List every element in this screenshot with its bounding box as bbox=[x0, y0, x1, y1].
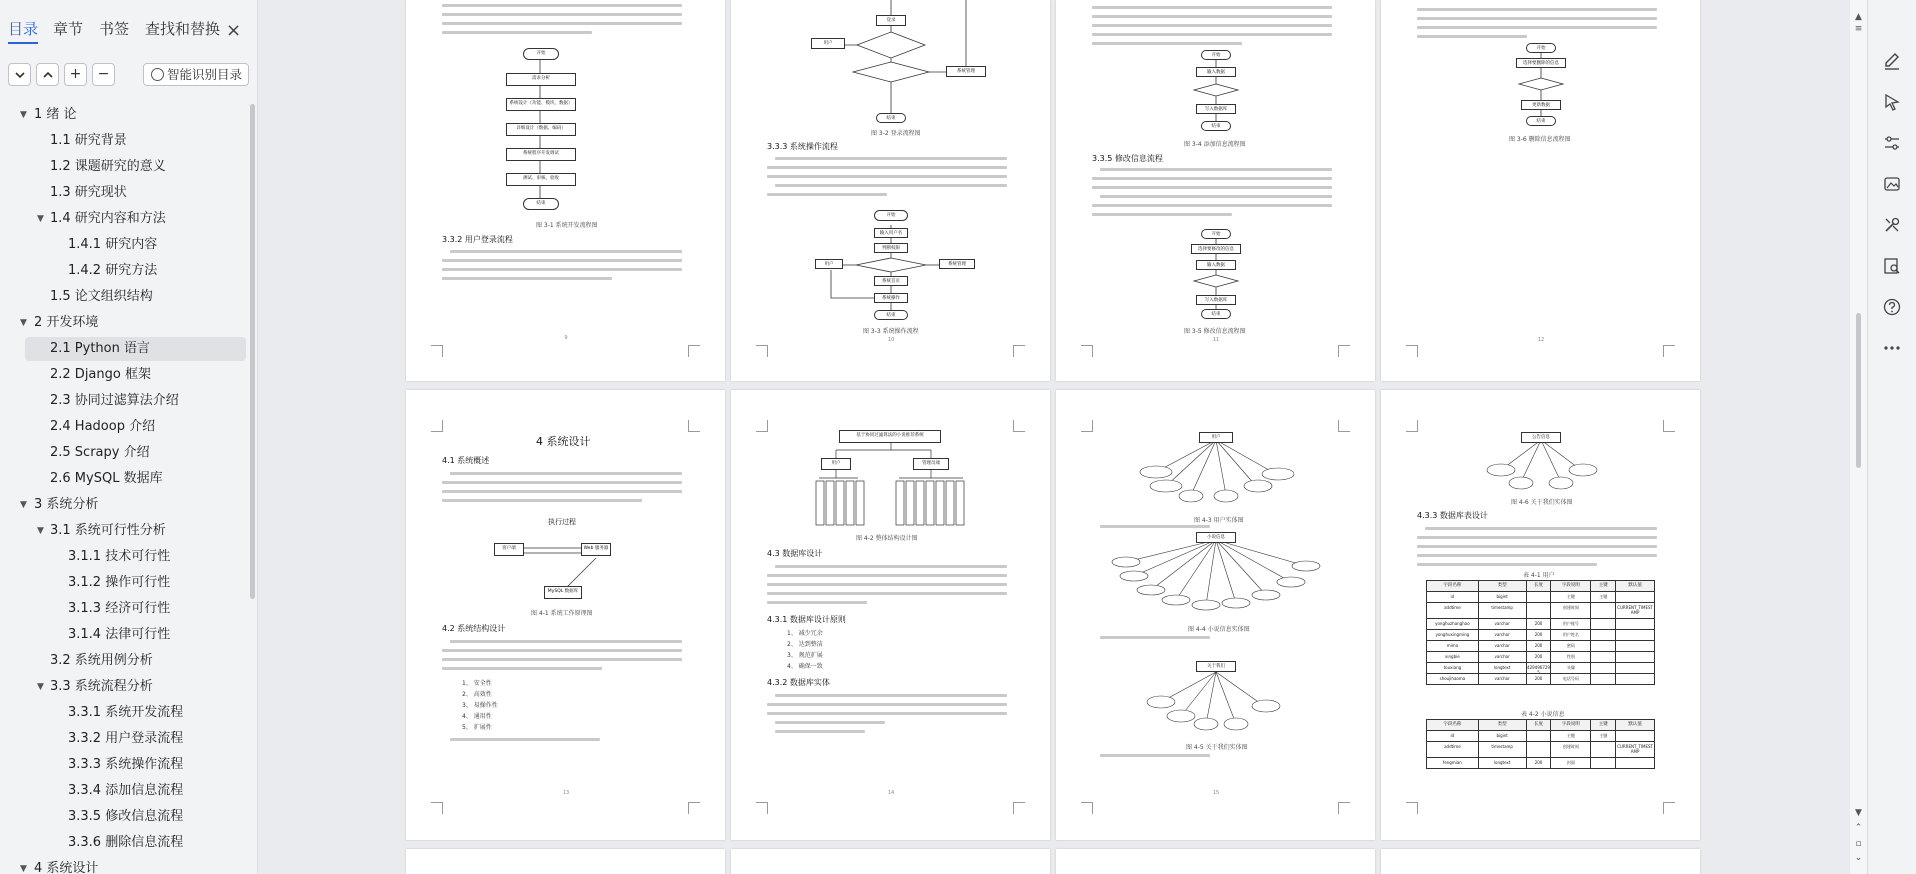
table-cell bbox=[1591, 641, 1616, 652]
section-heading: 4.3 数据库设计 bbox=[767, 549, 823, 558]
table-cell: 主键 bbox=[1591, 592, 1616, 603]
entity-box: 小说信息 bbox=[1196, 532, 1236, 543]
table-cell: mima bbox=[1427, 641, 1479, 652]
toc-item[interactable] bbox=[0, 545, 246, 569]
table-row bbox=[1426, 674, 1655, 685]
page-number: 13 bbox=[562, 790, 570, 796]
table-cell bbox=[1591, 742, 1616, 758]
figure-caption: 图 3-3 系统操作流程 bbox=[863, 328, 919, 335]
toc-item[interactable] bbox=[0, 259, 246, 283]
toc-item-label: 3.3.2 用户登录流程 bbox=[68, 731, 184, 746]
close-panel-button[interactable]: × bbox=[226, 20, 242, 41]
table-cell bbox=[1616, 731, 1655, 742]
field-table-novels bbox=[1426, 719, 1655, 769]
table-header-cell: 字段名称 bbox=[1427, 720, 1479, 731]
table-cell bbox=[1616, 674, 1655, 685]
entity-box: 用户 bbox=[1199, 432, 1233, 443]
list-item: 4、 通用性 bbox=[462, 713, 492, 720]
arch-node: Web 服务器 bbox=[581, 543, 611, 556]
figure-caption: 图 3-6 删除信息流程图 bbox=[1509, 136, 1571, 143]
table-cell: varchar bbox=[1479, 630, 1527, 641]
section-heading: 3.3.5 修改信息流程 bbox=[1092, 154, 1163, 163]
expand-arrow-icon[interactable]: ▼ bbox=[37, 682, 44, 692]
flow-node: 系统程序开发调试 bbox=[506, 148, 576, 161]
table-cell bbox=[1616, 630, 1655, 641]
table-cell: timestamp bbox=[1479, 603, 1527, 619]
toc-item-label: 1.4 研究内容和方法 bbox=[50, 211, 166, 226]
table-cell: 主键 bbox=[1551, 731, 1591, 742]
table-row bbox=[1426, 758, 1655, 769]
toc-item-label: 3.3.4 添加信息流程 bbox=[68, 783, 184, 798]
table-cell: varchar bbox=[1479, 652, 1527, 663]
flow-node: 输入数据 bbox=[1196, 67, 1236, 77]
table-cell: 200 bbox=[1527, 674, 1552, 685]
page-13 bbox=[406, 390, 725, 840]
table-cell: 创建时间 bbox=[1551, 603, 1591, 619]
page-up-icon[interactable]: ≡ bbox=[1854, 24, 1863, 34]
entity-box: 关于我们 bbox=[1196, 661, 1236, 672]
page-10 bbox=[731, 0, 1050, 381]
toc-item[interactable] bbox=[0, 831, 246, 855]
table-cell: id bbox=[1427, 592, 1479, 603]
table-cell bbox=[1591, 619, 1616, 630]
toc-item[interactable] bbox=[0, 311, 246, 335]
toc-item[interactable] bbox=[0, 805, 246, 829]
page-number: 14 bbox=[887, 790, 895, 796]
figure-caption: 图 3-1 系统开发流程图 bbox=[536, 222, 598, 229]
expand-arrow-icon[interactable]: ▼ bbox=[20, 864, 27, 874]
flow-node: 输入数据 bbox=[1196, 260, 1236, 270]
page-20 bbox=[1381, 849, 1700, 874]
panel-tabs bbox=[0, 18, 258, 44]
toc-item[interactable] bbox=[0, 493, 246, 517]
flow-node: 判断权限 bbox=[874, 243, 908, 253]
toc-item[interactable] bbox=[0, 441, 246, 465]
flow-node: 用户 bbox=[811, 38, 845, 49]
table-cell: shoujihaoma bbox=[1427, 674, 1479, 685]
toc-item[interactable] bbox=[0, 727, 246, 751]
structure-node: 管理员端 bbox=[913, 458, 949, 470]
toc-item[interactable] bbox=[0, 233, 246, 257]
table-cell bbox=[1591, 630, 1616, 641]
er-diagrams bbox=[1056, 390, 1375, 840]
smart-toc-button[interactable] bbox=[143, 63, 249, 86]
table-header-cell: 默认值 bbox=[1616, 581, 1655, 592]
toc-item-label: 1.4.2 研究方法 bbox=[68, 263, 158, 278]
flow-node: 用户 bbox=[815, 259, 843, 269]
arch-node: MySQL 数据库 bbox=[544, 586, 582, 599]
tab-find-replace[interactable]: 查找和替换 bbox=[145, 20, 221, 38]
table-cell: CURRENT_TIMESTAMP bbox=[1616, 603, 1655, 619]
page-number: 10 bbox=[887, 337, 895, 343]
table-row bbox=[1426, 641, 1655, 652]
figure-caption: 图 4-2 整体结构设计图 bbox=[856, 535, 918, 542]
add-toc-item-button[interactable]: + bbox=[64, 63, 87, 86]
section-heading: 3.3.2 用户登录流程 bbox=[442, 235, 513, 244]
section-heading: 4.1 系统概述 bbox=[442, 456, 490, 465]
flow-node: 需求分析 bbox=[506, 73, 576, 86]
prev-page-icon[interactable]: ⌃ bbox=[1854, 823, 1863, 833]
entity-box: 公告信息 bbox=[1521, 432, 1561, 443]
page-18 bbox=[731, 849, 1050, 874]
toc-item[interactable] bbox=[0, 285, 246, 309]
flow-node: 更新数据 bbox=[1521, 100, 1561, 110]
page-14 bbox=[731, 390, 1050, 840]
toc-item[interactable] bbox=[0, 415, 246, 439]
book-search-icon[interactable] bbox=[1882, 256, 1902, 276]
toc-item[interactable] bbox=[0, 129, 246, 153]
toc-item[interactable] bbox=[0, 623, 246, 647]
flow-node: 登录 bbox=[876, 15, 906, 26]
table-cell: 200 bbox=[1527, 641, 1552, 652]
flow-node: 系统设计（功能、模块、数据） bbox=[506, 98, 576, 111]
toc-item-label: 1 绪 论 bbox=[34, 107, 77, 122]
flow-node: 结束 bbox=[876, 113, 906, 123]
flow-node: 结束 bbox=[1526, 116, 1556, 126]
table-cell bbox=[1591, 603, 1616, 619]
expand-arrow-icon[interactable]: ▼ bbox=[20, 318, 27, 328]
table-row bbox=[1426, 592, 1655, 603]
figure-caption: 图 3-2 登录流程图 bbox=[871, 130, 921, 137]
table-cell: addtime bbox=[1427, 603, 1479, 619]
table-cell: 用户账号 bbox=[1551, 619, 1591, 630]
toc-item-label: 3.1.1 技术可行性 bbox=[68, 549, 171, 564]
flow-node: 结束 bbox=[1201, 121, 1231, 131]
toc-item-label: 3.1 系统可行性分析 bbox=[50, 523, 166, 538]
figure-caption: 图 3-5 修改信息流程图 bbox=[1184, 328, 1246, 335]
table-cell: id bbox=[1427, 731, 1479, 742]
right-toolbar bbox=[1867, 0, 1916, 874]
expand-arrow-icon[interactable]: ▼ bbox=[37, 214, 44, 224]
toc-scrollbar[interactable] bbox=[250, 104, 255, 599]
toc-item-label: 3.1.3 经济可行性 bbox=[68, 601, 171, 616]
table-cell: touxiang bbox=[1427, 663, 1479, 674]
flow-node: 开始 bbox=[1201, 50, 1231, 60]
table-cell bbox=[1616, 758, 1655, 769]
table-cell bbox=[1527, 742, 1552, 758]
page-17 bbox=[406, 849, 725, 874]
table-cell bbox=[1591, 652, 1616, 663]
toc-item[interactable] bbox=[0, 207, 246, 231]
chapter-title: 4 系统设计 bbox=[536, 435, 591, 448]
field-table-users bbox=[1426, 580, 1655, 685]
toc-item-label: 3.3.5 修改信息流程 bbox=[68, 809, 184, 824]
toc-item[interactable] bbox=[0, 779, 246, 803]
next-page-icon[interactable]: ⌄ bbox=[1854, 853, 1863, 863]
toc-item[interactable] bbox=[0, 753, 246, 777]
list-item: 1、 安全性 bbox=[462, 680, 492, 687]
flow-node: 开始 bbox=[523, 48, 559, 60]
table-row bbox=[1426, 731, 1655, 742]
table-cell: varchar bbox=[1479, 641, 1527, 652]
table-header-cell: 类型 bbox=[1479, 720, 1527, 731]
page-19 bbox=[1056, 849, 1375, 874]
table-cell bbox=[1616, 652, 1655, 663]
help-icon[interactable] bbox=[1882, 297, 1902, 317]
table-caption: 表 4-2 小说信息 bbox=[1521, 711, 1565, 718]
table-cell: fengmian bbox=[1427, 758, 1479, 769]
table-cell: xingbie bbox=[1427, 652, 1479, 663]
table-cell bbox=[1591, 674, 1616, 685]
toc-item-label: 3.3.3 系统操作流程 bbox=[68, 757, 184, 772]
table-header-cell: 字段名称 bbox=[1427, 581, 1479, 592]
flow-node: 写入数据库 bbox=[1196, 104, 1236, 114]
adjust-icon[interactable] bbox=[1882, 133, 1902, 153]
table-header-row bbox=[1426, 580, 1655, 592]
arch-node: 客户端 bbox=[494, 543, 524, 556]
flow-node: 系统首页 bbox=[874, 276, 908, 286]
chevron-up-icon bbox=[42, 69, 54, 81]
list-item: 4、 确保一致 bbox=[787, 663, 823, 670]
table-row bbox=[1426, 742, 1655, 758]
table-header-cell: 长度 bbox=[1527, 720, 1552, 731]
toc-item-label: 3.3 系统流程分析 bbox=[50, 679, 153, 694]
flow-node: 结束 bbox=[874, 310, 908, 320]
toc-item[interactable] bbox=[0, 675, 246, 699]
tab-bookmarks[interactable]: 书签 bbox=[99, 20, 130, 38]
document-view[interactable] bbox=[259, 0, 1850, 874]
page-12 bbox=[1381, 0, 1700, 381]
toc-item[interactable] bbox=[0, 597, 246, 621]
flow-node: 选择要修改的信息 bbox=[1191, 244, 1241, 254]
table-cell: bigint bbox=[1479, 731, 1527, 742]
figure-caption: 图 4-4 小说信息实体图 bbox=[1188, 626, 1250, 633]
diagram-title: 执行过程 bbox=[548, 518, 576, 526]
expand-all-button[interactable] bbox=[36, 63, 59, 86]
toc-item-label: 2.1 Python 语言 bbox=[50, 341, 151, 356]
table-cell: 主键 bbox=[1551, 592, 1591, 603]
toc-item-label: 1.2 课题研究的意义 bbox=[50, 159, 166, 174]
table-cell: timestamp bbox=[1479, 742, 1527, 758]
flow-node: 输入用户名 bbox=[874, 228, 908, 238]
flow-node: 开始 bbox=[1526, 43, 1556, 53]
toc-item-label: 3.2 系统用例分析 bbox=[50, 653, 153, 668]
page-11 bbox=[1056, 0, 1375, 381]
toc-item[interactable] bbox=[0, 467, 246, 491]
list-item: 2、 达到整洁 bbox=[787, 641, 823, 648]
expand-arrow-icon[interactable]: ▼ bbox=[37, 526, 44, 536]
list-item: 5、 扩展性 bbox=[462, 724, 492, 731]
table-cell bbox=[1616, 663, 1655, 674]
structure-root: 基于协同过滤算法的小说推荐系统 bbox=[839, 430, 941, 443]
table-header-cell: 长度 bbox=[1527, 581, 1552, 592]
section-heading: 4.3.1 数据库设计原则 bbox=[767, 615, 846, 624]
ai-icon bbox=[151, 68, 164, 81]
flow-node: 开始 bbox=[1201, 229, 1231, 239]
flow-node: 系统管理 bbox=[946, 66, 986, 77]
table-cell bbox=[1616, 619, 1655, 630]
table-cell: CURRENT_TIMESTAMP bbox=[1616, 742, 1655, 758]
table-cell bbox=[1616, 592, 1655, 603]
toc-item[interactable] bbox=[0, 181, 246, 205]
toc-panel bbox=[0, 0, 258, 874]
table-cell bbox=[1527, 592, 1552, 603]
table-header-cell: 默认值 bbox=[1616, 720, 1655, 731]
table-cell: 创建时间 bbox=[1551, 742, 1591, 758]
table-cell: bigint bbox=[1479, 592, 1527, 603]
scroll-up-icon[interactable]: ▲ bbox=[1855, 12, 1862, 22]
figure-caption: 图 4-3 用户实体图 bbox=[1194, 517, 1244, 524]
scroll-down-icon[interactable]: ▼ bbox=[1855, 808, 1862, 818]
table-row bbox=[1426, 652, 1655, 663]
login-flow-diagram bbox=[731, 0, 1050, 381]
toc-item-label: 3 系统分析 bbox=[34, 497, 99, 512]
table-cell: 密码 bbox=[1551, 641, 1591, 652]
table-row bbox=[1426, 603, 1655, 619]
collapse-all-button[interactable] bbox=[8, 63, 31, 86]
list-item: 1、 减少冗余 bbox=[787, 630, 823, 637]
page-9 bbox=[406, 0, 725, 381]
table-header-cell: 字段说明 bbox=[1551, 720, 1591, 731]
tab-chapters[interactable]: 章节 bbox=[53, 20, 84, 38]
table-row bbox=[1426, 630, 1655, 641]
table-cell: 主键 bbox=[1591, 731, 1616, 742]
section-heading: 4.2 系统结构设计 bbox=[442, 624, 506, 633]
table-header-row bbox=[1426, 719, 1655, 731]
table-cell bbox=[1616, 641, 1655, 652]
section-heading: 4.3.3 数据库表设计 bbox=[1417, 511, 1488, 520]
flow-node: 写入数据库 bbox=[1196, 295, 1236, 305]
figure-caption: 图 4-6 关于我们实体图 bbox=[1511, 499, 1573, 506]
flow-node: 系统管理 bbox=[939, 259, 975, 269]
toc-item-label: 2 开发环境 bbox=[34, 315, 99, 330]
table-cell bbox=[1591, 663, 1616, 674]
cursor-icon[interactable] bbox=[1882, 92, 1902, 112]
toc-item[interactable] bbox=[0, 701, 246, 725]
table-cell: 4294967295 bbox=[1527, 665, 1550, 674]
flow-node: 结束 bbox=[523, 198, 559, 210]
structure-node: 用户 bbox=[821, 458, 851, 470]
toc-item-label: 3.1.4 法律可行性 bbox=[68, 627, 171, 642]
toc-item[interactable] bbox=[0, 649, 246, 673]
table-cell bbox=[1591, 758, 1616, 769]
toc-item-label: 3.3.1 系统开发流程 bbox=[68, 705, 184, 720]
table-cell: longtext bbox=[1479, 758, 1527, 769]
toc-item-label: 1.4.1 研究内容 bbox=[68, 237, 158, 252]
table-cell: addtime bbox=[1427, 742, 1479, 758]
scrollbar-thumb[interactable] bbox=[1856, 313, 1861, 468]
toc-item-label: 3.3.6 删除信息流程 bbox=[68, 835, 184, 850]
figure-caption: 图 4-1 系统工作原理图 bbox=[531, 610, 593, 617]
smart-toc-label: 智能识别目录 bbox=[167, 67, 243, 82]
remove-toc-item-button[interactable]: − bbox=[92, 63, 115, 86]
expand-arrow-icon[interactable]: ▼ bbox=[20, 110, 27, 120]
section-heading: 4.3.2 数据库实体 bbox=[767, 678, 830, 687]
table-cell: 封面 bbox=[1551, 758, 1591, 769]
toc-item-label: 2.6 MySQL 数据库 bbox=[50, 471, 163, 486]
table-header-cell: 主键 bbox=[1591, 720, 1616, 731]
table-cell: longtext bbox=[1479, 663, 1527, 674]
table-cell: 200 bbox=[1527, 652, 1552, 663]
toc-item-label: 3.1.2 操作可行性 bbox=[68, 575, 171, 590]
toc-tree bbox=[0, 103, 250, 874]
table-cell: yonghuxingming bbox=[1427, 630, 1479, 641]
toc-item[interactable] bbox=[0, 389, 246, 413]
toc-item[interactable] bbox=[0, 519, 246, 543]
flow-node: 选择要删除的信息 bbox=[1516, 58, 1566, 68]
table-header-cell: 类型 bbox=[1479, 581, 1527, 592]
page-16 bbox=[1381, 390, 1700, 840]
table-cell: 用户姓名 bbox=[1551, 630, 1591, 641]
section-heading: 3.3.3 系统操作流程 bbox=[767, 142, 838, 151]
toc-item[interactable] bbox=[0, 103, 246, 127]
more-icon[interactable] bbox=[1882, 338, 1902, 358]
page-15 bbox=[1056, 390, 1375, 840]
page-number: 15 bbox=[1212, 790, 1220, 796]
table-cell: varchar bbox=[1479, 674, 1527, 685]
table-cell: yonghuzhanghao bbox=[1427, 619, 1479, 630]
list-item: 3、 易操作性 bbox=[462, 702, 498, 709]
toc-item[interactable] bbox=[0, 363, 246, 387]
toc-item-label: 1.1 研究背景 bbox=[50, 133, 127, 148]
flow-node: 系统操作 bbox=[874, 293, 908, 303]
figure-caption: 图 4-5 关于我们实体图 bbox=[1186, 744, 1248, 751]
edit-icon[interactable] bbox=[1882, 51, 1902, 71]
dev-flow-connectors bbox=[406, 0, 725, 381]
image-ai-icon[interactable] bbox=[1882, 174, 1902, 194]
page-number: 9 bbox=[564, 335, 568, 341]
toc-item[interactable] bbox=[0, 155, 246, 179]
flow-node: 开始 bbox=[874, 210, 908, 221]
figure-caption: 图 3-4 添加信息流程图 bbox=[1184, 141, 1246, 148]
toc-item[interactable] bbox=[0, 857, 246, 874]
toc-item-label: 2.5 Scrapy 介绍 bbox=[50, 445, 150, 460]
expand-arrow-icon[interactable]: ▼ bbox=[20, 500, 27, 510]
table-cell: 200 bbox=[1527, 758, 1552, 769]
tab-toc[interactable]: 目录 bbox=[8, 20, 39, 38]
table-cell: 电话号码 bbox=[1551, 674, 1591, 685]
table-cell: 200 bbox=[1527, 619, 1552, 630]
toc-item-label: 4 系统设计 bbox=[34, 861, 99, 874]
page-number: 11 bbox=[1212, 337, 1220, 343]
list-item: 2、 高效性 bbox=[462, 691, 492, 698]
flow-node: 测试、审核、验收 bbox=[506, 173, 576, 186]
table-cell: 性别 bbox=[1551, 652, 1591, 663]
page-marker-icon[interactable]: ▫ bbox=[1855, 839, 1862, 849]
list-item: 3、 规范扩展 bbox=[787, 652, 823, 659]
table-header-cell: 字段说明 bbox=[1551, 581, 1591, 592]
table-row bbox=[1426, 619, 1655, 630]
table-header-cell: 主键 bbox=[1591, 581, 1616, 592]
document-scrollbar[interactable] bbox=[1850, 0, 1867, 874]
page-number: 12 bbox=[1537, 337, 1545, 343]
toc-item-label: 2.4 Hadoop 介绍 bbox=[50, 419, 156, 434]
table-row bbox=[1426, 663, 1655, 674]
toc-item[interactable] bbox=[25, 337, 246, 361]
table-cell: varchar bbox=[1479, 619, 1527, 630]
tools-icon[interactable] bbox=[1882, 215, 1902, 235]
flow-node: 结束 bbox=[1201, 309, 1231, 319]
toc-item-label: 2.3 协同过滤算法介绍 bbox=[50, 393, 179, 408]
flow-node: 详细设计（数据、编码） bbox=[506, 123, 576, 136]
toc-item-label: 2.2 Django 框架 bbox=[50, 367, 151, 382]
toc-item-label: 1.3 研究现状 bbox=[50, 185, 127, 200]
toc-toolbar bbox=[8, 63, 250, 87]
toc-item[interactable] bbox=[0, 571, 246, 595]
table-cell: 200 bbox=[1527, 630, 1552, 641]
table-cell: 头像 bbox=[1551, 663, 1591, 674]
table-cell bbox=[1527, 603, 1552, 619]
table-cell bbox=[1527, 731, 1552, 742]
table-caption: 表 4-1 用户 bbox=[1523, 572, 1555, 579]
chevron-down-icon bbox=[14, 69, 26, 81]
toc-item-label: 1.5 论文组织结构 bbox=[50, 289, 153, 304]
